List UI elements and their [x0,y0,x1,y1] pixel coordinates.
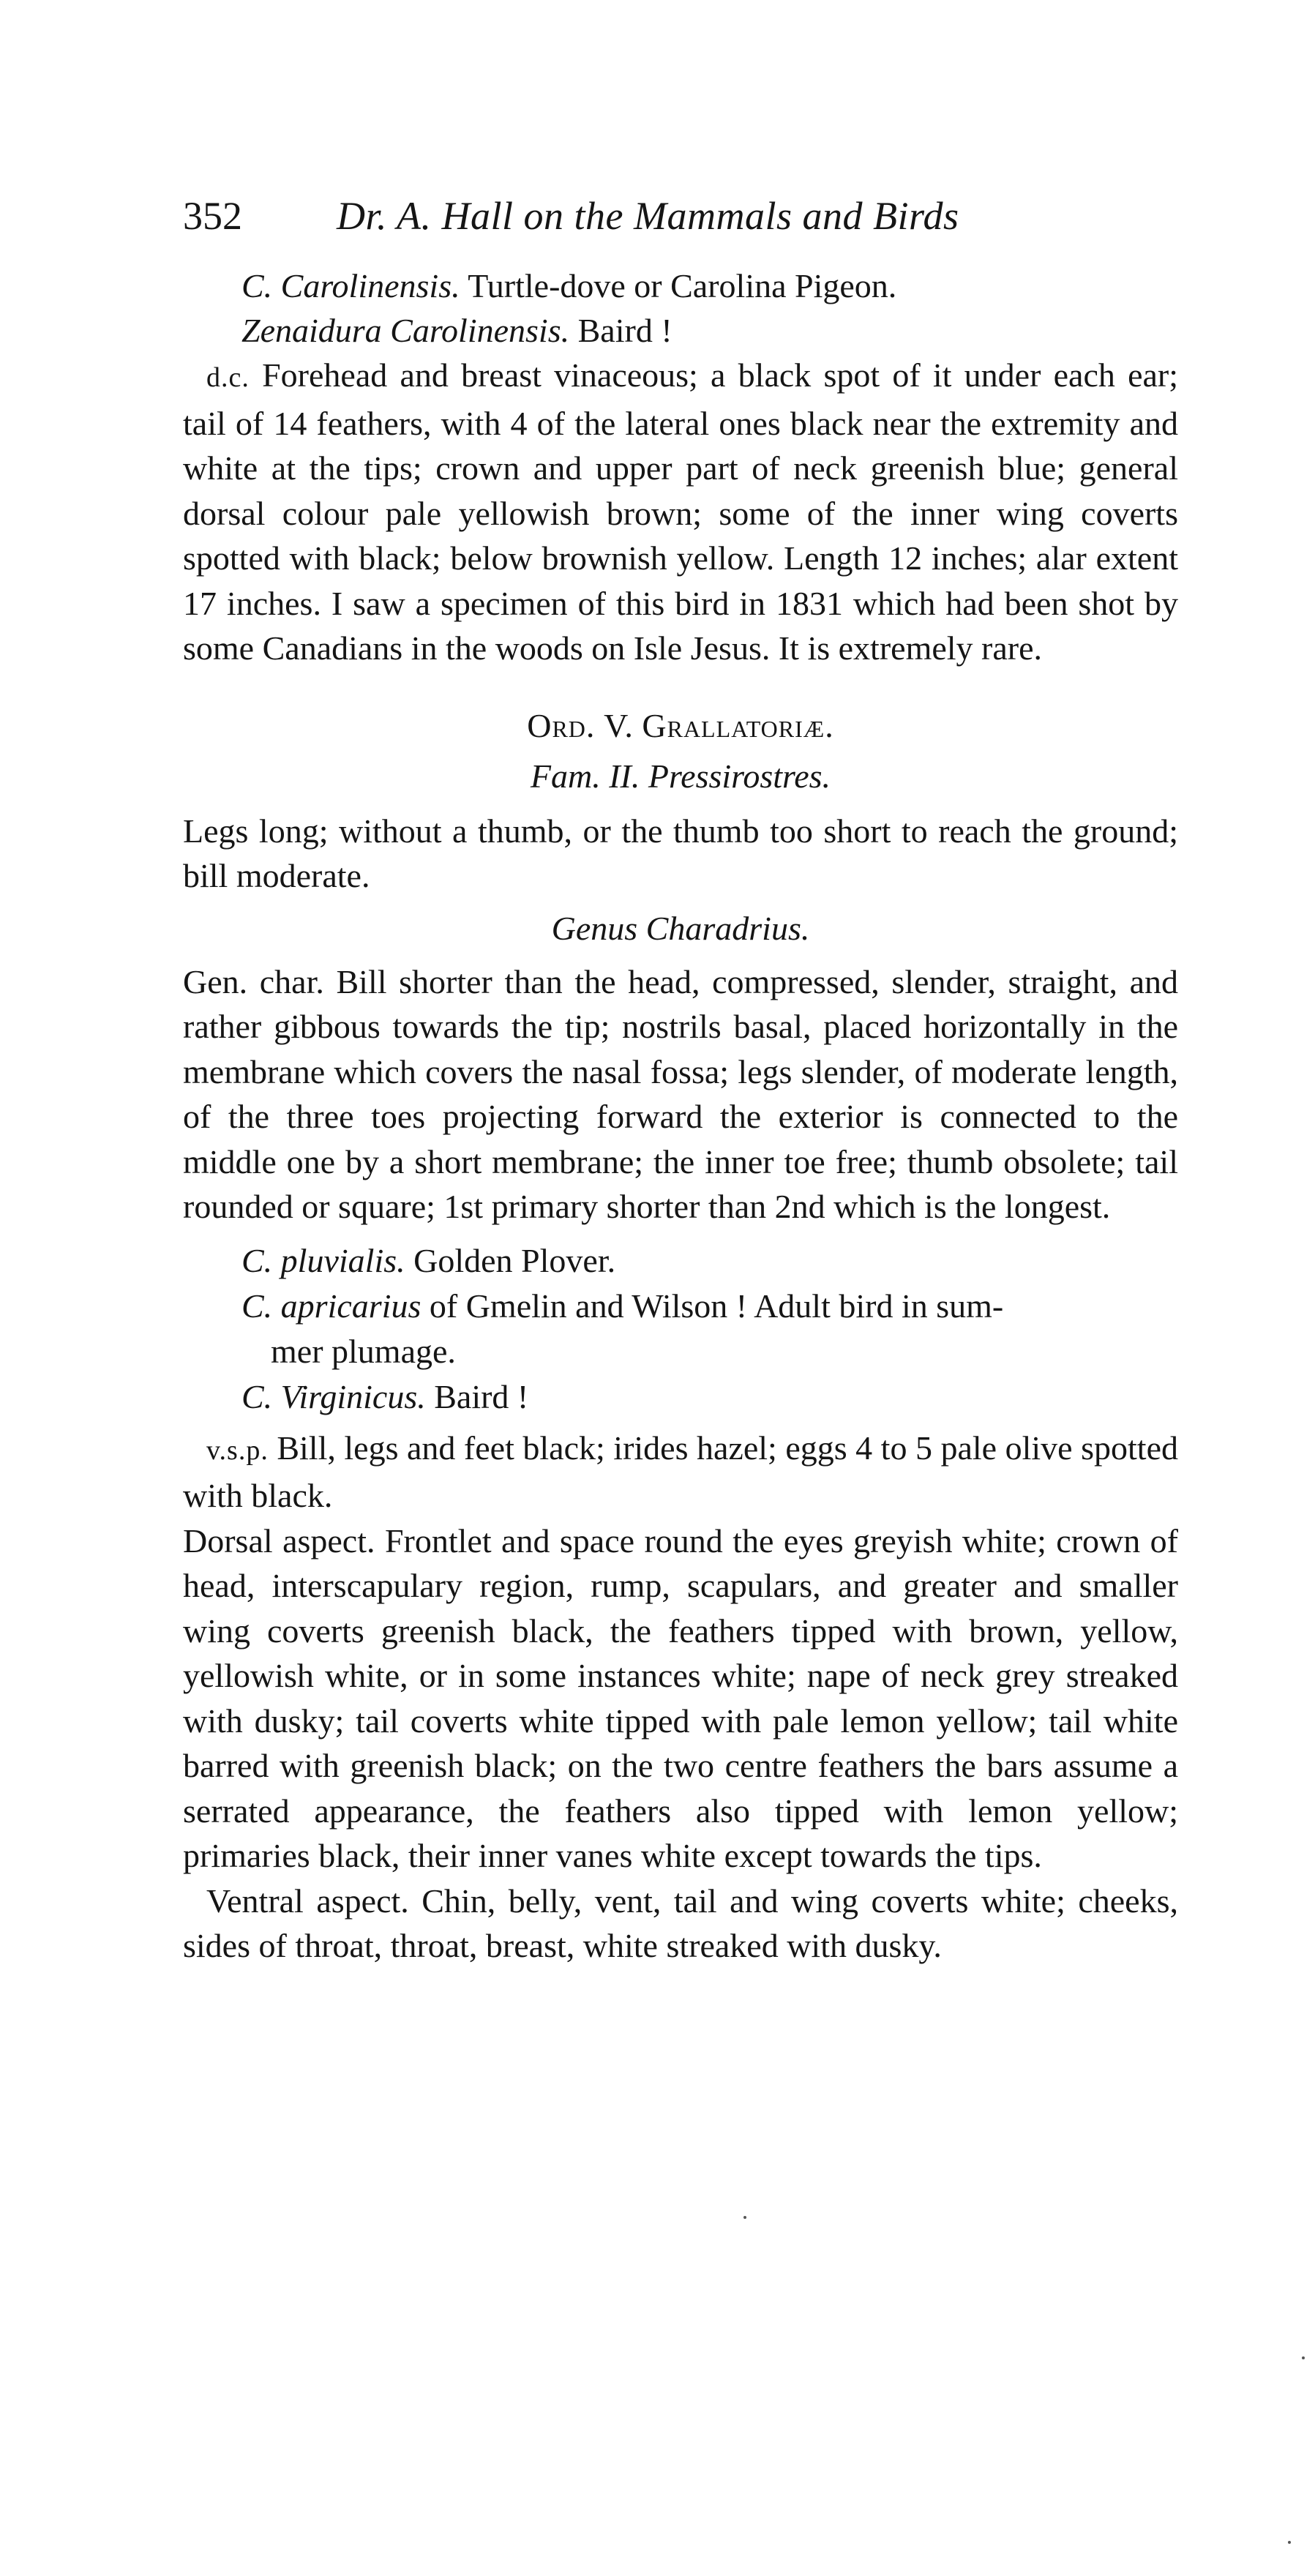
genus-heading: Genus Charadrius. [551,909,810,947]
species-name: C. pluvialis. [241,1241,405,1279]
species-entry-dove [183,263,1178,308]
print-speck [1302,2356,1305,2359]
synonym-name: Zenaidura Carolinensis. [241,312,570,349]
synonym-text: of Gmelin and Wilson ! Adult bird in sum- [429,1287,1004,1325]
plover-species-line [183,1238,1178,1284]
print-speck [743,2216,746,2219]
order-prefix: Ord. V. [527,706,634,744]
plover-synonym-line [183,1284,1178,1329]
vsp-abbreviation: v.s.p. [206,1434,269,1466]
family-heading: Fam. II. Pressirostres. [530,757,831,795]
plover-vsp [183,1426,1178,1519]
page-header [183,183,1178,249]
dove-description [183,353,1178,671]
common-name: Turtle-dove or Carolina Pigeon. [468,267,897,304]
running-title: Dr. A. Hall on the Mammals and Birds [337,194,959,238]
plover-ventral-aspect: Ventral aspect. Chin, belly, vent, tail and wing coverts white; cheeks, sides of throat, throat, breast, white streaked with dusky. [183,1882,1178,1964]
text-column [183,183,1178,1969]
synonym-entry-dove [183,308,1178,353]
vsp-text: Bill, legs and feet black; irides hazel; eggs 4 to 5 pale olive spotted with black. [183,1429,1178,1514]
synonym-authority: Baird ! [577,312,673,349]
plover-dorsal-aspect: Dorsal aspect. Frontlet and space round the eyes greyish white; crown of head, interscapulary region, rump, scapulars, and greater and smaller wing coverts greenish black, the feathers tipped with brown, yellow, yellowish white, or in some instances white; nape of neck grey streaked with dusky; tail coverts white tipped with pale lemon yellow; tail white barred with greenish black; on the two centre feathers the bars assume a serrated appearance, the feathers also tipped with lemon yellow; primaries black, their inner vanes white except towards the tips. [183,1521,1178,1874]
description-abbreviation: d.c. [206,362,250,393]
synonym-name: C. Virginicus. [241,1377,426,1415]
order-name: Grallatoriæ. [642,706,834,744]
plover-species-block [183,1238,1178,1420]
synonym-name: C. apricarius [241,1287,422,1325]
genus-description: Gen. char. Bill shorter than the head, compressed, slender, straight, and rather gibbous towards the tip; nostrils basal, placed horizontally in the membrane which covers the nasal fossa; legs slender, of moderate length, of the three toes projecting forward the exterior is connected to the middle one by a short membrane; the inner toe free; thumb obsolete; tail rounded or square; 1st primary shorter than 2nd which is the longest. [183,962,1178,1225]
plover-synonym-line-2 [183,1374,1178,1420]
family-description: Legs long; without a thumb, or the thumb too short to reach the ground; bill moderate. [183,812,1178,894]
description-text: Forehead and breast vinaceous; a black spot of it under each ear; tail of 14 feathers, with 4 of the lateral ones black near the extremity and white at the tips; crown and upper part of neck greenish blue; general dorsal colour pale yellowish brown; some of the inner wing coverts spotted with black; below brownish yellow. Length 12 inches; alar extent 17 inches. I saw a specimen of this bird in 1831 which had been shot by some Canadians in the woods on Isle Jesus. It is extremely rare. [183,356,1178,667]
common-name: Golden Plover. [413,1241,616,1279]
synonym-authority: Baird ! [434,1377,529,1415]
species-name: C. Carolinensis. [241,267,460,304]
print-speck [1288,2541,1291,2544]
plover-synonym-continuation: mer plumage. [271,1332,456,1370]
page-number: 352 [183,194,242,238]
order-heading [183,703,1178,748]
